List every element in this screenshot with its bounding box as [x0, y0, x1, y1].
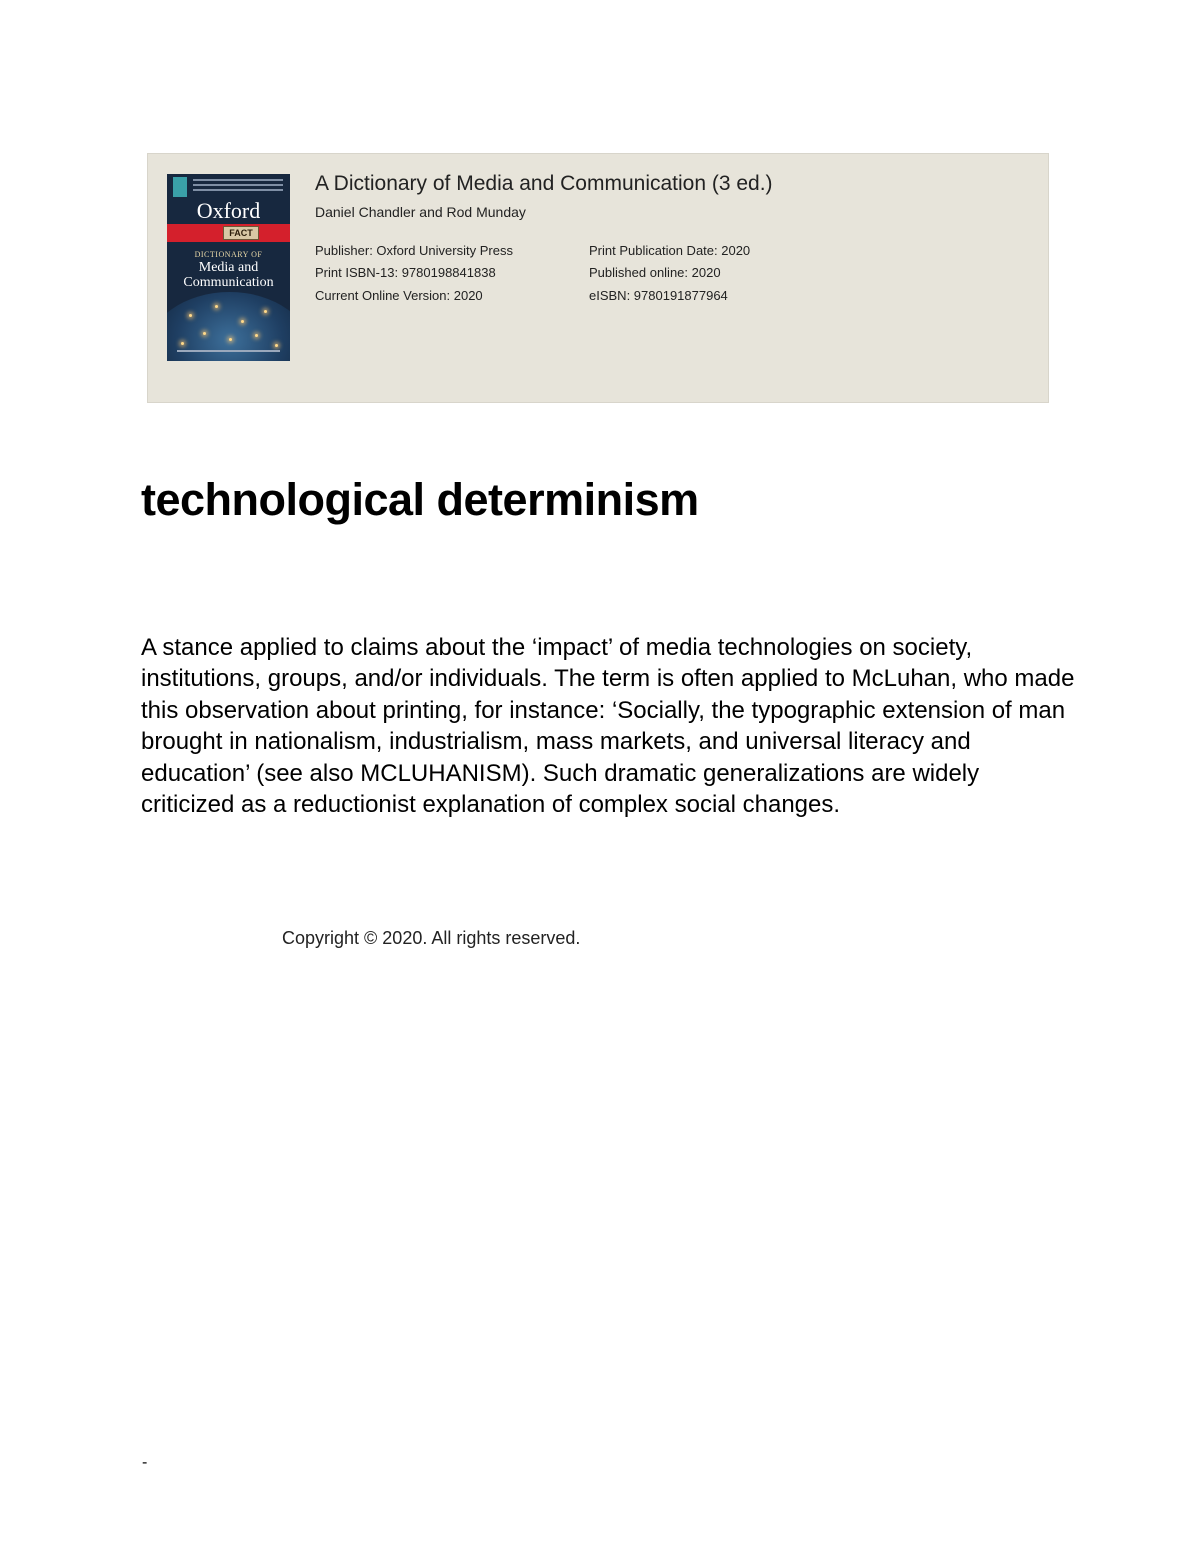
cover-author-line [177, 350, 280, 352]
book-title: A Dictionary of Media and Communication (3 ed.) [315, 172, 773, 195]
cover-small-print [193, 179, 283, 181]
cover-light-dot [229, 338, 232, 341]
cover-light-dot [275, 344, 278, 347]
cover-light-dot [189, 314, 192, 317]
entry-definition [141, 632, 1076, 820]
book-cover-image [167, 174, 290, 361]
cover-light-dot [215, 305, 218, 308]
cover-tile: FACT [223, 226, 259, 240]
cover-light-dot [181, 342, 184, 345]
page-mark: - [142, 1454, 148, 1471]
print-isbn: Print ISBN-13: 9780198841838 [315, 265, 496, 280]
cover-light-dot [241, 320, 244, 323]
print-publication-date: Print Publication Date: 2020 [589, 243, 751, 258]
publisher: Publisher: Oxford University Press [315, 243, 513, 258]
cover-subtitle: DICTIONARY OF [194, 250, 263, 259]
copyright-notice: Copyright © 2020. All rights reserved. [282, 928, 581, 948]
current-online-version: Current Online Version: 2020 [315, 288, 483, 303]
cover-brand: Oxford [196, 198, 261, 223]
entry-headword: technological determinism [141, 474, 699, 525]
book-banner [147, 153, 1049, 403]
cover-light-dot [264, 310, 267, 313]
published-online: Published online: 2020 [589, 265, 721, 280]
cover-light-dot [255, 334, 258, 337]
cover-title: Media and Communication [183, 260, 274, 290]
definition-text-end: ). Such dramatic generalizations are widely criticized as a reductionist explanation of complex social changes. [141, 759, 980, 819]
definition-text: A stance applied to claims about the ‘impact’ of media technologies on society, institutions, groups, and/or individuals. The term is often applied to McLuhan, who made this observation about printing, for instance: ‘Socially, the typographic extension of man brought in nationalism, industrialism, mass markets, and universal literacy and education’ (see also [141, 634, 1075, 787]
book-authors: Daniel Chandler and Rod Munday [315, 204, 526, 220]
cross-reference-link[interactable]: MCLUHANISM [360, 759, 522, 787]
eisbn: eISBN: 9780191877964 [589, 288, 728, 303]
series-badge-icon [173, 177, 187, 197]
cover-light-dot [203, 332, 206, 335]
